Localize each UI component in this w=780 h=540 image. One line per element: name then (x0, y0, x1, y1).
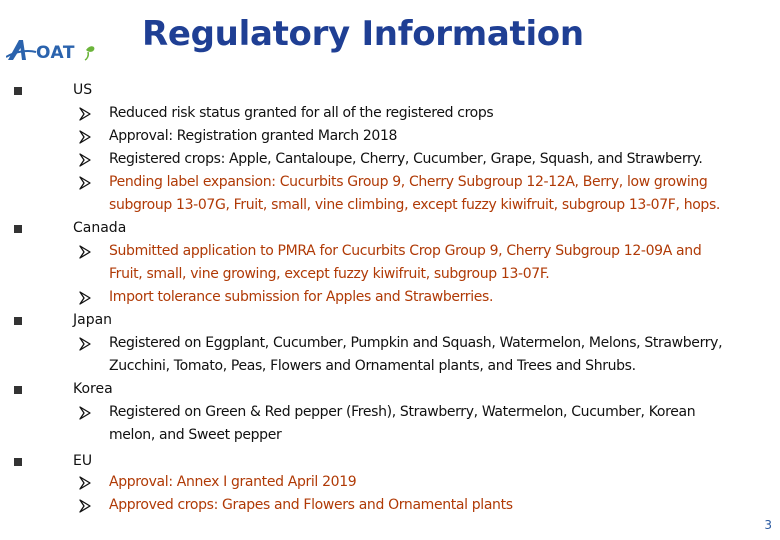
eu-item-1: Approval: Annex I granted April 2019 (109, 474, 357, 490)
us-item-4: Pending label expansion: Cucurbits Group 9, Cherry Subgroup 12-12A, Berry, low growing (109, 174, 708, 190)
bullet-square (14, 317, 22, 325)
bullet-square (14, 87, 22, 95)
canada-item-1-continued: Fruit, small, vine growing, except fuzzy kiwifruit, subgroup 13-07F. (109, 266, 550, 282)
section-heading-korea: Korea (73, 381, 113, 397)
canada-item-1: Submitted application to PMRA for Cucurbits Crop Group 9, Cherry Subgroup 12-09A and (109, 243, 702, 259)
arrow-bullet-icon (78, 107, 92, 121)
eu-item-2: Approved crops: Grapes and Flowers and Ornamental plants (109, 497, 513, 513)
us-item-4-continued: subgroup 13-07G, Fruit, small, vine climbing, except fuzzy kiwifruit, subgroup 13-07F, hops. (109, 197, 721, 213)
section-heading-eu: EU (73, 453, 93, 469)
arrow-bullet-icon (78, 406, 92, 420)
us-item-3: Registered crops: Apple, Cantaloupe, Cherry, Cucumber, Grape, Squash, and Strawberry. (109, 151, 703, 167)
section-heading-japan: Japan (73, 312, 113, 328)
arrow-bullet-icon (78, 245, 92, 259)
page-title: Regulatory Information (142, 14, 584, 54)
arrow-bullet-icon (78, 499, 92, 513)
section-heading-canada: Canada (73, 220, 127, 236)
arrow-bullet-icon (78, 176, 92, 190)
us-item-2: Approval: Registration granted March 2018 (109, 128, 398, 144)
bullet-square (14, 458, 22, 466)
arrow-bullet-icon (78, 291, 92, 305)
arrow-bullet-icon (78, 130, 92, 144)
korea-item-1: Registered on Green & Red pepper (Fresh), Strawberry, Watermelon, Cucumber, Korean (109, 404, 696, 420)
japan-item-1: Registered on Eggplant, Cucumber, Pumpkin and Squash, Watermelon, Melons, Strawberry, (109, 335, 723, 351)
bullet-square (14, 386, 22, 394)
arrow-bullet-icon (78, 337, 92, 351)
bullet-square (14, 225, 22, 233)
arrow-bullet-icon (78, 476, 92, 490)
section-heading-us: US (73, 82, 93, 98)
japan-item-1-continued: Zucchini, Tomato, Peas, Flowers and Ornamental plants, and Trees and Shrubs. (109, 358, 636, 374)
logo-text: OAT (36, 43, 75, 63)
korea-item-1-continued: melon, and Sweet pepper (109, 427, 282, 443)
us-item-1: Reduced risk status granted for all of the registered crops (109, 105, 494, 121)
page-number: 3 (764, 518, 772, 532)
canada-item-2: Import tolerance submission for Apples and Strawberries. (109, 289, 494, 305)
arrow-bullet-icon (78, 153, 92, 167)
